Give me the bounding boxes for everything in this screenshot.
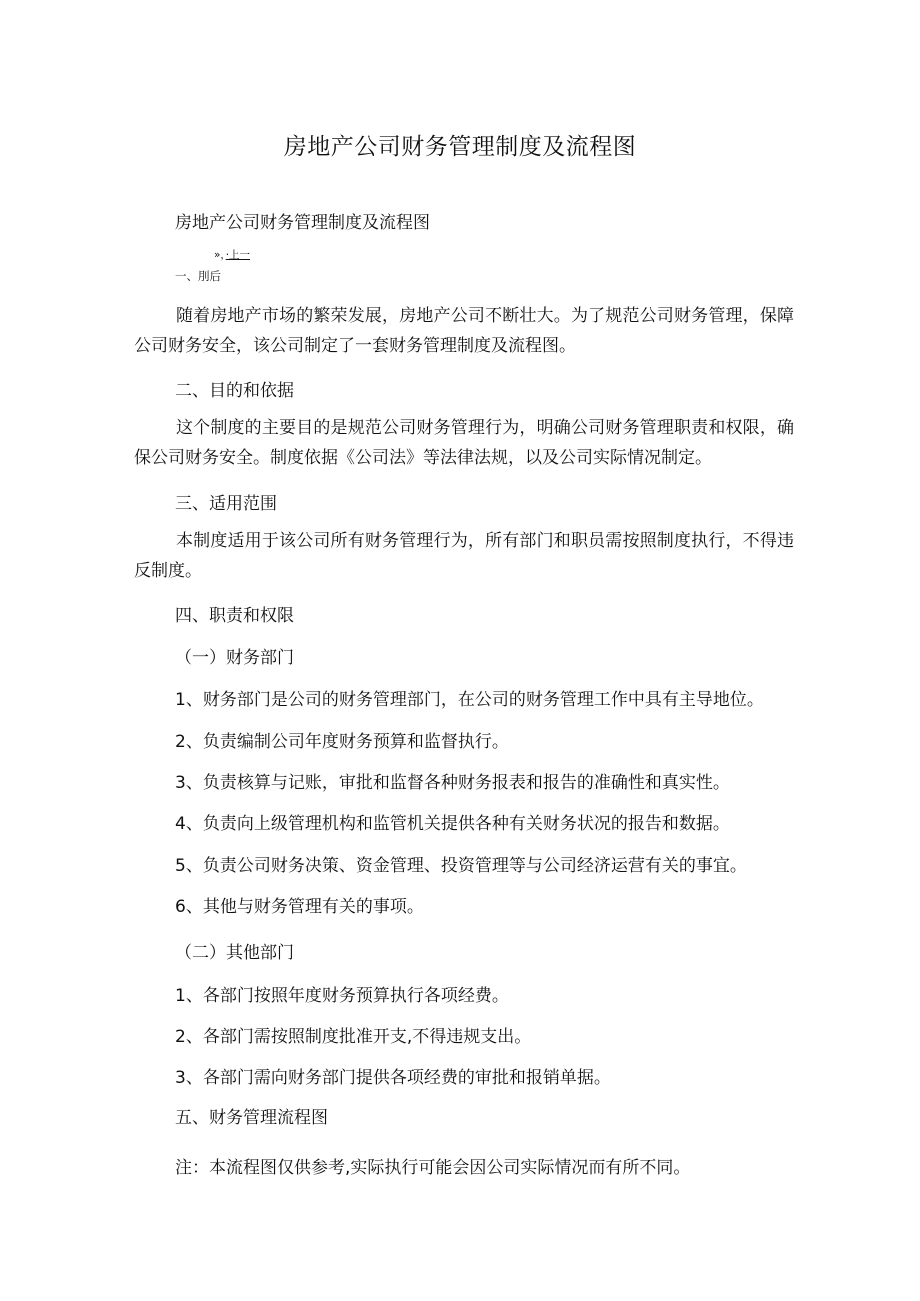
section2-paragraph: 这个制度的主要目的是规范公司财务管理行为，明确公司财务管理职责和权限，确保公司财务安全。制度依据《公司法》等法律法规，以及公司实际情况制定。 [134, 418, 794, 468]
section5-heading: 五、财务管理流程图 [175, 1108, 328, 1128]
finance-item: 6、其他与财务管理有关的事项。 [175, 897, 424, 917]
finance-item: 4、负责向上级管理机构和监管机关提供各种有关财务状况的报告和数据。 [175, 814, 730, 834]
document-title: 房地产公司财务管理制度及流程图 [283, 134, 637, 160]
document-subtitle: 房地产公司财务管理制度及流程图 [175, 213, 430, 233]
finance-item: 2、负责编制公司年度财务预算和监督执行。 [175, 732, 509, 752]
other-item: 1、各部门按照年度财务预算执行各项经费。 [175, 986, 509, 1006]
section3-heading: 三、适用范围 [175, 494, 277, 514]
section2-heading: 二、目的和依据 [175, 381, 294, 401]
intro-heading: 一、刖后 [175, 269, 221, 283]
sub1-heading: （一）财务部门 [175, 648, 294, 668]
finance-item: 1、财务部门是公司的财务管理部门，在公司的财务管理工作中具有主导地位。 [175, 690, 764, 710]
section3-paragraph: 本制度适用于该公司所有财务管理行为，所有部门和职员需按照制度执行，不得违反制度。 [134, 531, 794, 581]
scrap-prefix: »， [214, 249, 226, 261]
sub2-heading: （二）其他部门 [175, 943, 294, 963]
section4-heading: 四、职责和权限 [175, 606, 294, 626]
intro-paragraph: 随着房地产市场的繁荣发展，房地产公司不断壮大。为了规范公司财务管理，保障公司财务安全，该公司制定了一套财务管理制度及流程图。 [134, 306, 794, 356]
other-item: 3、各部门需向财务部门提供各项经费的审批和报销单据。 [175, 1068, 611, 1088]
other-item: 2、各部门需按照制度批准开支,不得违规支出。 [175, 1027, 532, 1047]
scrap-text [214, 247, 250, 262]
flowchart-note: 注：本流程图仅供参考,实际执行可能会因公司实际情况而有所不同。 [175, 1158, 691, 1178]
finance-item: 3、负责核算与记账，审批和监督各种财务报表和报告的准确性和真实性。 [175, 773, 730, 793]
scrap-link: ·上一 [225, 249, 251, 261]
finance-item: 5、负责公司财务决策、资金管理、投资管理等与公司经济运营有关的事宜。 [175, 856, 747, 876]
